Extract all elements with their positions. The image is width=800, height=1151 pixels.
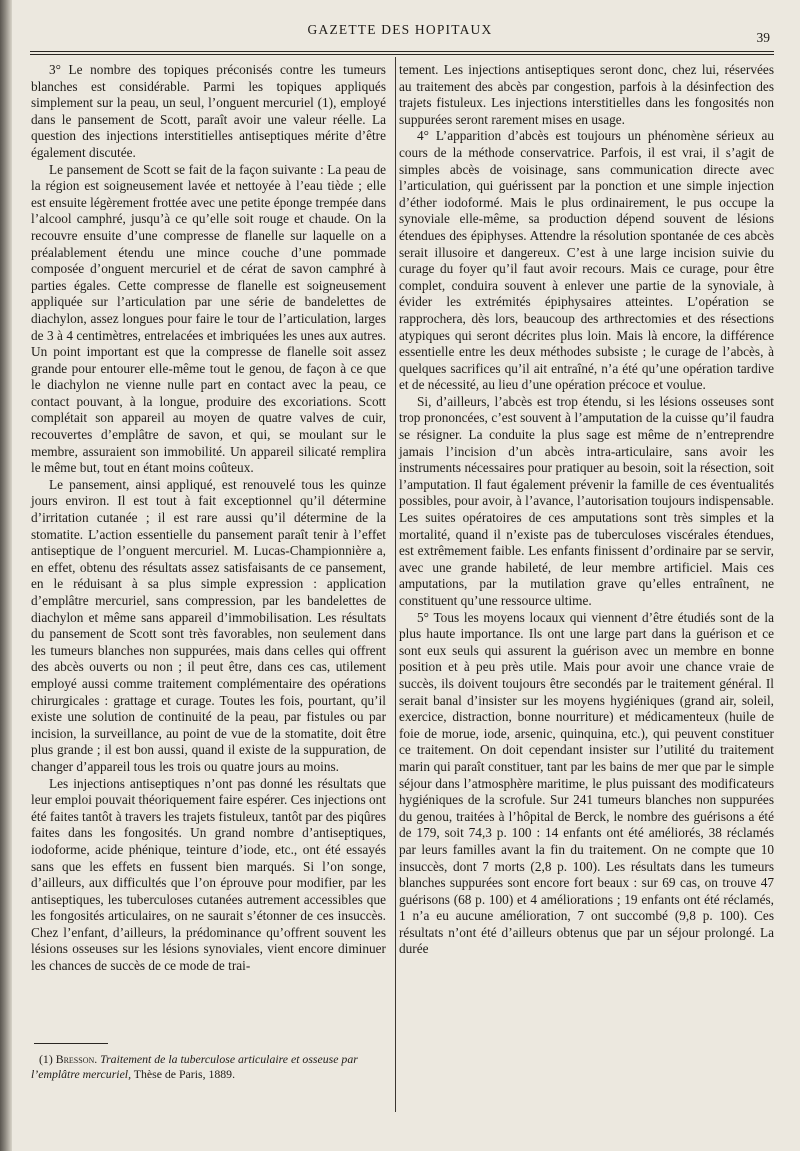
footnote-marker: (1) [39,1052,53,1066]
paragraph: 5° Tous les moyens locaux qui viennent d’être étudiés sont de la plus haute importance. Ils ont une large part dans la guérison et ce sont eux seuls qui assurent la guérison avec un membre en bonne position et à peu près utile. Mais pour avoir une chance vraie de succès, ils doivent toujours être secondés par le traitement général. Il serait banal d’insister sur les moyens hygiéniques (grand air, soleil, exercice, distraction, bonne nourriture) et médicamenteux (huile de foie de morue, iode, arsenic, quinquina, etc.), qui peuvent constituer ce traitement. On doit cependant insister sur l’utilité du traitement marin qui paraît constituer, tant par les bains de mer que par le simple séjour dans l’atmosphère maritime, le plus puissant des modificateurs hygiéniques de la scrofule. Sur 241 tumeurs blanches non suppurées du genou, traitées à l’hôpital de Berck, le nombre des guérisons a été de 179, soit 74,3 p. 100 : 14 enfants ont été améliorés, 38 réclamés par leurs familles avant la fin du traitement. On ne compte que 10 insuccès, dont 7 morts (2,8 p. 100). Les résultats dans les tumeurs blanches suppurées sont encore fort beaux : sur 69 cas, on trouve 47 guérisons (68 p. 100) et 4 améliorations ; 19 enfants ont été réclamés, 1 n’a eu aucune amélioration, 7 ont succombé (9,8 p. 100). Ces résultats n’ont été d’ailleurs obtenus que par un séjour prolongé. La durée [399,609,774,957]
header-rule-second [30,54,774,55]
column-divider [395,57,396,1112]
paragraph: 3° Le nombre des topiques préconisés contre les tumeurs blanches est considérable. Parmi les topiques appliqués simplement sur la peau, un seul, l’onguent mercuriel (1), employé dans le pansement de Scott, paraît avoir une valeur réelle. La question des injections interstitielles antiseptiques mérite d’être également discutée. [31,62,386,160]
paragraph: Le pansement de Scott se fait de la façon suivante : La peau de la région est soigneusement lavée et nettoyée à l’eau tiède ; elle est ensuite légèrement frottée avec une petite éponge trempée dans l’alcool camphré, jusqu’à ce qu’elle soit rouge et chaude. On la recouvre ensuite d’une compresse de flanelle sur laquelle on a préalablement étendu une mince couche d’une pommade composée d’onguent mercuriel et de cérat de savon camphré à parties égales. Cette compresse de flanelle est soigneusement appliquée sur l’articulation par une série de bandelettes de diachylon, assez longues pour faire le tour de l’articulation, larges de 3 à 4 centimètres, entrelacées et imbriquées les unes aux autres. Un point important est que la compresse de flanelle soit assez grande pour entourer elle-même tout le genou, de façon à ce que le diachylon ne vienne nulle part en contact avec la peau, ce contact pouvant, à la longue, produire des excoriations. Scott complétait son appareil au moyen de quatre valves de cuir, recouvertes d’emplâtre de savon, et qui, se moulant sur le membre, assuraient son immobilité. Un appareil silicaté remplira le même but, tout en étant moins coûteux. [31,161,386,476]
paragraph: Les injections antiseptiques n’ont pas donné les résultats que leur emploi pouvait théoriquement faire espérer. Ces injections ont été faites tantôt à travers les trajets fistuleux, tantôt par des piqûres faites dans les fongosités. Un grand nombre d’antiseptiques, iodoforme, acide phénique, teinture d’iode, etc., ont été essayés sans que les effets en fussent bien marqués. Si l’on songe, d’ailleurs, aux difficultés que l’on éprouve pour modifier, par les antiseptiques, les tuberculoses cutanées autrement accessibles que les fongosités articulaires, on ne saurait s’étonner de ces insuccès. Chez l’enfant, d’ailleurs, la prédominance qu’offrent souvent les lésions osseuses sur les lésions synoviales, vient encore diminuer les chances de succès de ce mode de trai- [31,775,386,974]
footnote-source: Thèse de Paris, 1889. [133,1066,236,1081]
left-column [31,62,386,975]
running-title: GAZETTE DES HOPITAUX [307,22,493,37]
right-column [399,62,774,958]
footnote [31,1052,386,1081]
page-header [30,20,770,44]
binding-edge [0,0,12,1151]
header-rule [30,51,774,52]
footnote-author: Bresson. [55,1052,98,1066]
footnote-title: Traitement de la tuberculose articulaire et osseuse par l’emplâtre mercuriel, [31,1052,358,1081]
footnote-rule [34,1043,108,1044]
page-number: 39 [756,30,770,45]
paragraph: Le pansement, ainsi appliqué, est renouvelé tous les quinze jours environ. Il est tout à fait exceptionnel qu’il détermine d’irritation cutanée ; il est rare aussi qu’il détermine de la stomatite. L’action essentielle du pansement paraît tenir à l’effet antiseptique de l’onguent mercuriel. M. Lucas-Championnière a, en effet, obtenu des résultats assez satisfaisants de ce pansement, en le réduisant à sa plus simple expression : application d’emplâtre mercuriel, sans compression, par les bandelettes de diachylon et même sans appareil d’immobilisation. Les résultats du pansement de Scott sont très favorables, non seulement dans les tumeurs blanches non suppurées, mais dans celles qui offrent des abcès ouverts ou non ; il peut être, dans ces cas, utilement employé aussi comme traitement complémentaire des opérations chirurgicales : grattage et curage. Toutes les fois, pourtant, qu’il existe une solution de continuité de la peau, par fistules ou par incision, la surveillance, au point de vue de la stomatite, doit être plus grande ; il est bon aussi, quand il existe de la suppuration, de changer d’appareil tous les trois ou quatre jours au moins. [31,476,386,774]
paragraph: Si, d’ailleurs, l’abcès est trop étendu, si les lésions osseuses sont trop prononcées, c’est souvent à l’amputation de la cuisse qu’il faudra se résigner. La conduite la plus sage est même de n’entreprendre jamais l’incision d’un abcès intra-articulaire, sans avoir les instruments nécessaires pour pratiquer au besoin, soit la résection, soit l’amputation. Il faut également prévenir la famille de ces éventualités possibles, pour avoir, à l’avance, l’autorisation toujours indispensable. Les suites opératoires de ces amputations sont très simples et la mortalité, quand il n’existe pas de tuberculoses viscérales étendues, est extrêmement faible. Les enfants finissent d’ordinaire par se servir, avec une grande habileté, de leur membre artificiel. Mais ces amputations, par la mutilation grave qu’elles entraînent, ne constituent qu’une ressource ultime. [399,393,774,608]
paragraph: 4° L’apparition d’abcès est toujours un phénomène sérieux au cours de la méthode conservatrice. Parfois, il est vrai, il s’agit de simples abcès de voisinage, sans communication directe avec l’articulation, qui guérissent par la ponction et une simple injection d’éther iodoformé. Mais le plus ordinairement, le pus occupe la synoviale elle-même, sa production dépend souvent de lésions étendues des épiphyses. Attendre la résolution spontanée de ces abcès serait illusoire et dangereux. C’est à une large incision suivie du curage du foyer qu’il faut avoir recours. Mais ce curage, pour être complet, conduira souvent à enlever une partie de la synoviale, à évider les extrémités épiphysaires atteintes. L’opération se rapprochera, dès lors, beaucoup des arthrectomies et des résections atypiques qui seront décrites plus loin. Mais là encore, la différence essentielle entre les deux méthodes subsiste ; le curage de l’abcès, à quelques sacrifices qu’il ait entraîné, n’a été qu’une opération tardive et de nécessité, au lieu d’une opération précoce et voulue. [399,128,774,393]
paragraph: tement. Les injections antiseptiques seront donc, chez lui, réservées au traitement des abcès par congestion, parfois à la désinfection des trajets fistuleux. Les injections interstitielles dans les fongosités non suppurées seront rarement mises en usage. [399,62,774,127]
